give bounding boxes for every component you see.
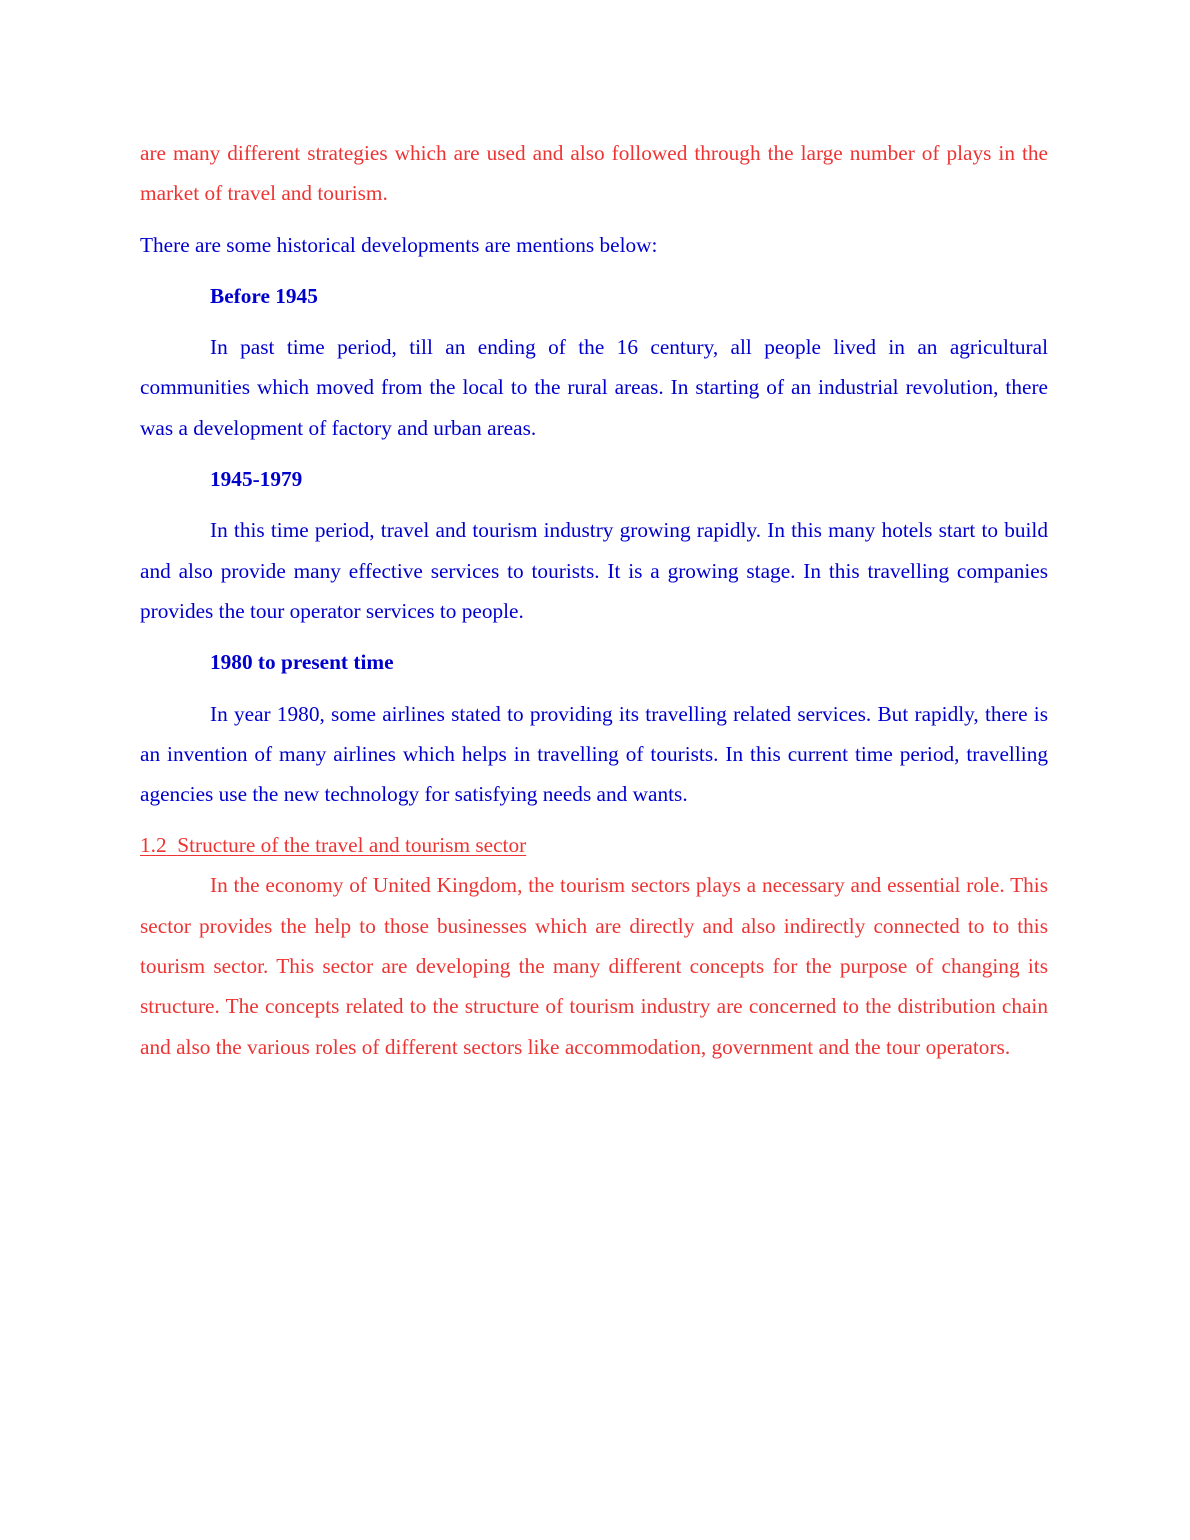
period-heading-1980-present: 1980 to present time [210, 650, 394, 675]
period-heading-1945-1979: 1945-1979 [210, 467, 303, 492]
section-number: 1.2 [140, 833, 167, 858]
intro-continuation-paragraph: are many different strategies which are used and also followed through the large number of plays in the market of travel and tourism. [140, 141, 1048, 206]
historical-intro-paragraph: There are some historical developments are mentions below: [140, 232, 658, 257]
section-paragraph: In the economy of United Kingdom, the tourism sectors plays a necessary and essential role. This sector provides the help to those businesses which are directly and also indirectly connected to to this tourism sector. This sector are developing the many different concepts for the purpose of changing its structure. The concepts related to the structure of tourism industry are concerned to the distribution chain and also the various roles of different sectors like accommodation, government and the tour operators. [140, 873, 1048, 1059]
period-paragraph-1945-1979: In this time period, travel and tourism industry growing rapidly. In this many hotels start to build and also provide many effective services to tourists. It is a growing stage. In this travelling companies provides the tour operator services to people. [140, 518, 1048, 623]
period-heading-before-1945: Before 1945 [210, 283, 318, 308]
period-paragraph-1980-present: In year 1980, some airlines stated to providing its travelling related services. But rapidly, there is an invention of many airlines which helps in travelling of tourists. In this current time period, travelling agencies use the new technology for satisfying needs and wants. [140, 701, 1048, 807]
section-heading [140, 825, 1048, 865]
document-page [140, 133, 1048, 1067]
section-title: Structure of the travel and tourism sector [177, 833, 527, 858]
period-paragraph-before-1945: In past time period, till an ending of the 16 century, all people lived in an agricultural communities which moved from the local to the rural areas. In starting of an industrial revolution, there was a development of factory and urban areas. [140, 335, 1048, 440]
